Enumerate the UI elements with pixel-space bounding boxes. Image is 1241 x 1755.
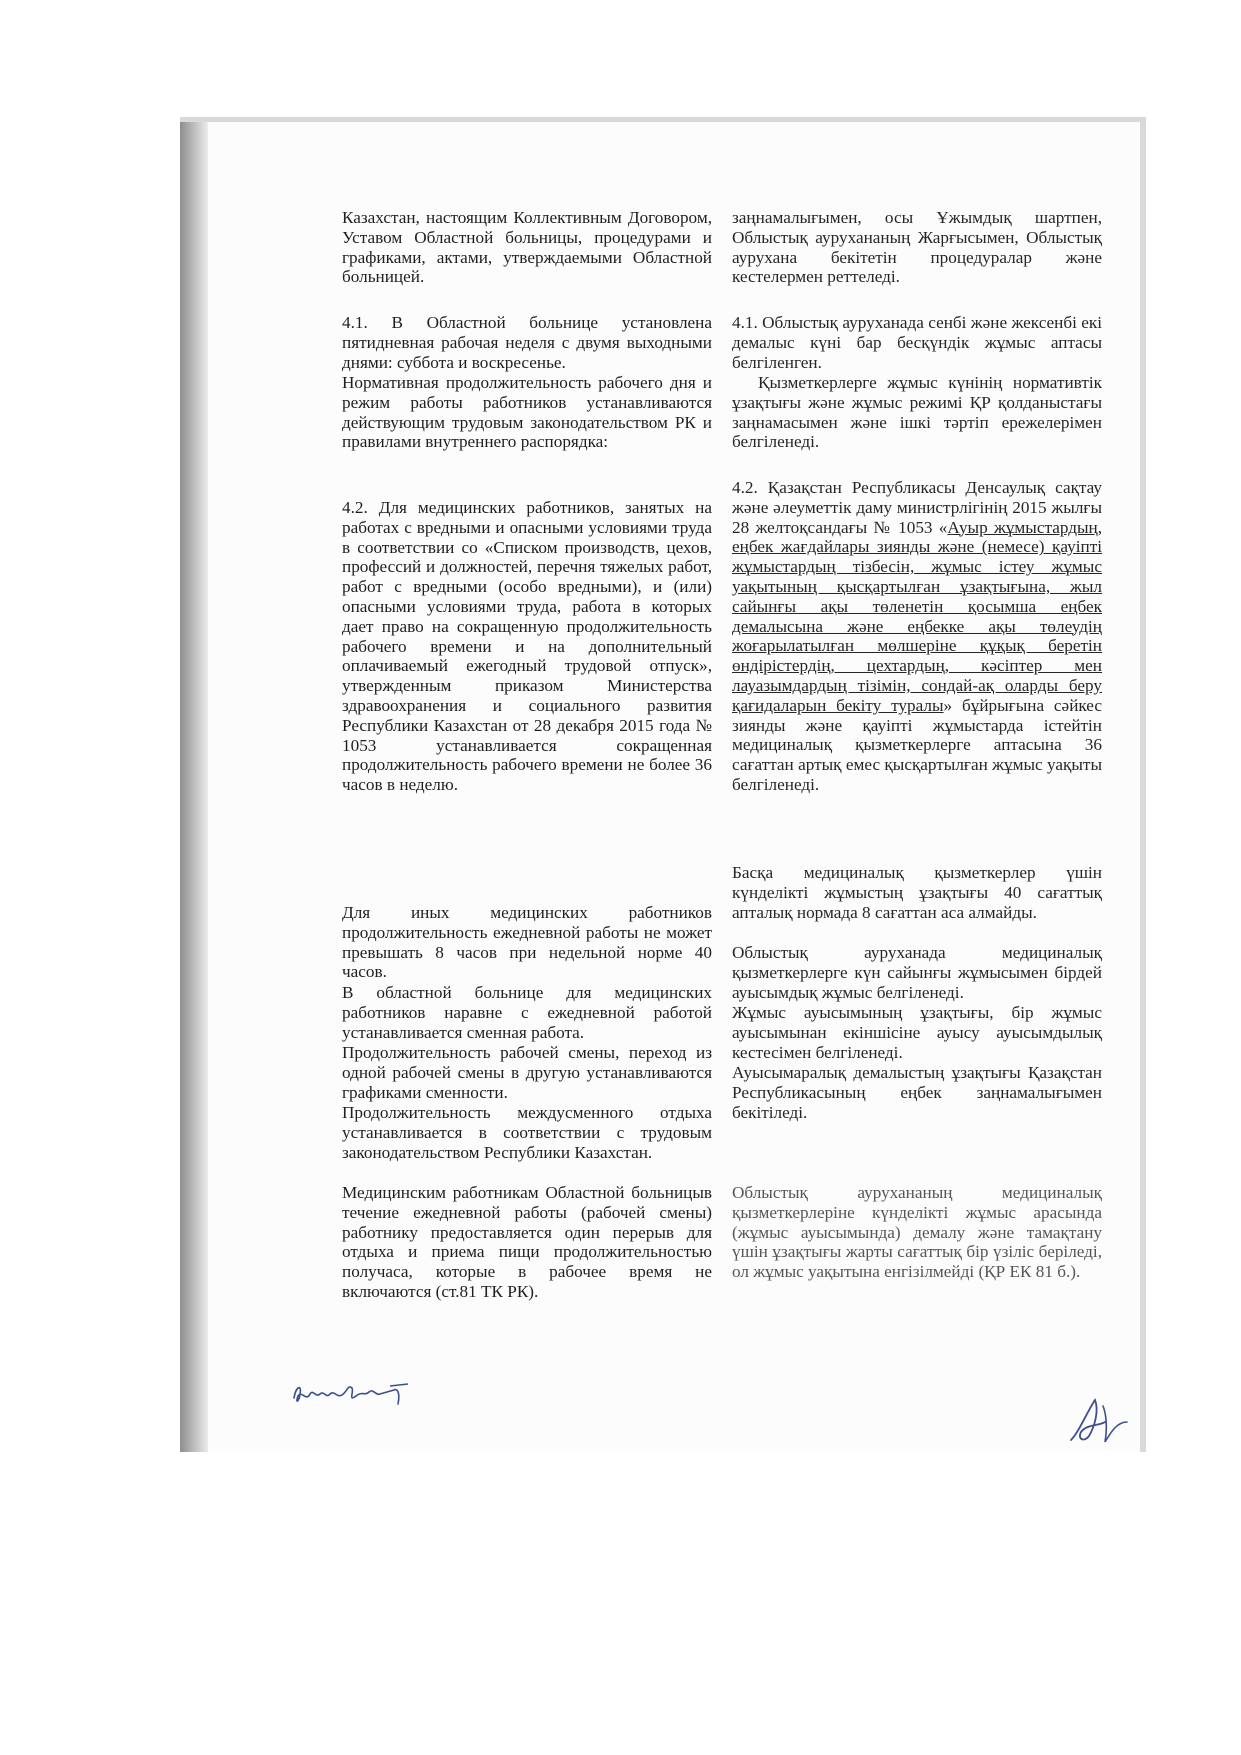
scanned-page — [180, 117, 1146, 1452]
ru-paragraph-intro: Казахстан, настоящим Коллективным Договором, Уставом Областной больницы, процедурами и графиками, актами, утверждаемыми Областной больницей. — [342, 208, 712, 287]
kz-paragraph-intro: заңнамалығымен, осы Ұжымдық шартпен, Облыстық аурухананың Жарғысымен, Облыстық ауруханa бекітетін процедуралар және кестелермен реттеледі. — [732, 208, 1102, 287]
kz-paragraph-shift-work: Облыстық ауруханада медициналық қызметкерлерге күн сайынғы жұмысымен бірдей ауысымдық жұмыс белгіленеді. — [732, 943, 1102, 1002]
kz-paragraph-break: Облыстық аурухананың медициналық қызметкерлеріне күнделікті жұмыс арасында (жұмыс ауысымында) демалу және тамақтану үшін ұзақтығы жарты сағаттық бір үзіліс беріледі, ол жұмыс уақытына енгізілмейді (ҚР ЕК 81 б.). — [732, 1183, 1102, 1282]
ru-paragraph-shift-duration: Продолжительность рабочей смены, переход из одной рабочей смены в другую устанавливаются графиками сменности. — [342, 1043, 712, 1102]
kz-paragraph-normative: Қызметкерлерге жұмыс күнінің нормативтік ұзақтығы және жұмыс режимі ҚР қолданыстағы заңнамасымен және ішкі тәртіп ережелерімен белгіленеді. — [732, 373, 1102, 452]
ru-paragraph-other-workers: Для иных медицинских работников продолжительность ежедневной работы не может превышать 8 часов при недельной норме 40 часов. — [342, 903, 712, 982]
ru-paragraph-4-1: 4.1. В Областной больнице установлена пятидневная рабочая неделя с двумя выходными днями: суббота и воскресенье. — [342, 313, 712, 372]
signature-right — [1065, 1392, 1135, 1452]
kz-4-2-rest: » бұйрығына сәйкес зиянды және қауіпті жұмыстарда істейтін медициналық қызметкерлерге аптасына 36 сағаттан артық емес қысқартылған жұмыс уақыты белгіленеді. — [732, 695, 1102, 794]
kz-paragraph-4-2 — [732, 478, 1102, 795]
ru-paragraph-break: Медицинским работникам Областной больницыв течение ежедневной работы (рабочей смены) работнику предоставляется один перерыв для отдыха и приема пищи продолжительностью получаса, которые в рабочее время не включаются (ст.81 ТК РК). — [342, 1183, 712, 1301]
signature-left — [290, 1372, 420, 1414]
kz-4-2-intro: 4.2. Қазақстан Республикасы Денсаулық сақтау және әлеуметтік даму министрлігінің 2015 жылғы 28 желтоқсандағы № 1053 « — [732, 478, 1102, 537]
ru-paragraph-rest-between-shifts: Продолжительность междусменного отдыха устанавливается в соответствии с трудовым законодательством Республики Казахстан. — [342, 1103, 712, 1162]
kz-paragraph-rest-between-shifts: Ауысымаралық демалыстың ұзақтығы Қазақстан Республикасының еңбек заңнамалығымен бекітіледі. — [732, 1063, 1102, 1122]
ru-paragraph-shift-work: В областной больнице для медицинских работников наравне с ежедневной работой устанавливается сменная работа. — [342, 983, 712, 1042]
kz-paragraph-4-1: 4.1. Облыстық ауруханада сенбі және жексенбі екі демалыс күні бар бесқүндік жұмыс аптасы белгіленген. — [732, 313, 1102, 372]
kz-paragraph-shift-duration: Жұмыс ауысымының ұзақтығы, бір жұмыс ауысымынан екіншісіне ауысу ауысымдылық кестесімен белгіленеді. — [732, 1003, 1102, 1062]
scan-shadow-edge — [180, 122, 208, 1452]
kz-paragraph-other-workers: Басқа медициналық қызметкерлер үшін күнделікті жұмыстың ұзақтығы 40 сағаттық апталық нормада 8 сағаттан аса алмайды. — [732, 863, 1102, 922]
ru-paragraph-4-2: 4.2. Для медицинских работников, занятых на работах с вредными и опасными условиями труда в соответствии со «Списком производств, цехов, профессий и должностей, перечня тяжелых работ, работ с вредными (особо вредными), и (или) опасными условиями труда, работа в которых дает право на сокращенную продолжительность рабочего времени и на дополнительный оплачиваемый ежегодный трудовой отпуск», утвержденным приказом Министерства здравоохранения и социального развития Республики Казахстан от 28 декабря 2015 года № 1053 устанавливается сокращенная продолжительность рабочего времени не более 36 часов в неделю. — [342, 498, 712, 795]
ru-paragraph-normative: Нормативная продолжительность рабочего дня и режим работы работников устанавливаются действующим трудовым законодательством РК и правилами внутреннего распорядка: — [342, 373, 712, 452]
kz-order-title: Ауыр жұмыстардың, еңбек жағдайлары зиянды және (немесе) қауіпті жұмыстардың тізбесін, жұмыс істеу жұмыс уақытының қысқартылған ұзақтығына, жыл сайынғы ақы төленетін қосымша еңбек демалысына және еңбекке ақы төлеудің жоғарылатылған мөлшеріне құқық беретін өндірістердің, цехтардың, кәсіптер мен лауазымдардың тізімін, сондай-ақ оларды беру қағидаларын бекіту туралы — [732, 517, 1102, 715]
scan-right-edge — [1140, 122, 1146, 1452]
